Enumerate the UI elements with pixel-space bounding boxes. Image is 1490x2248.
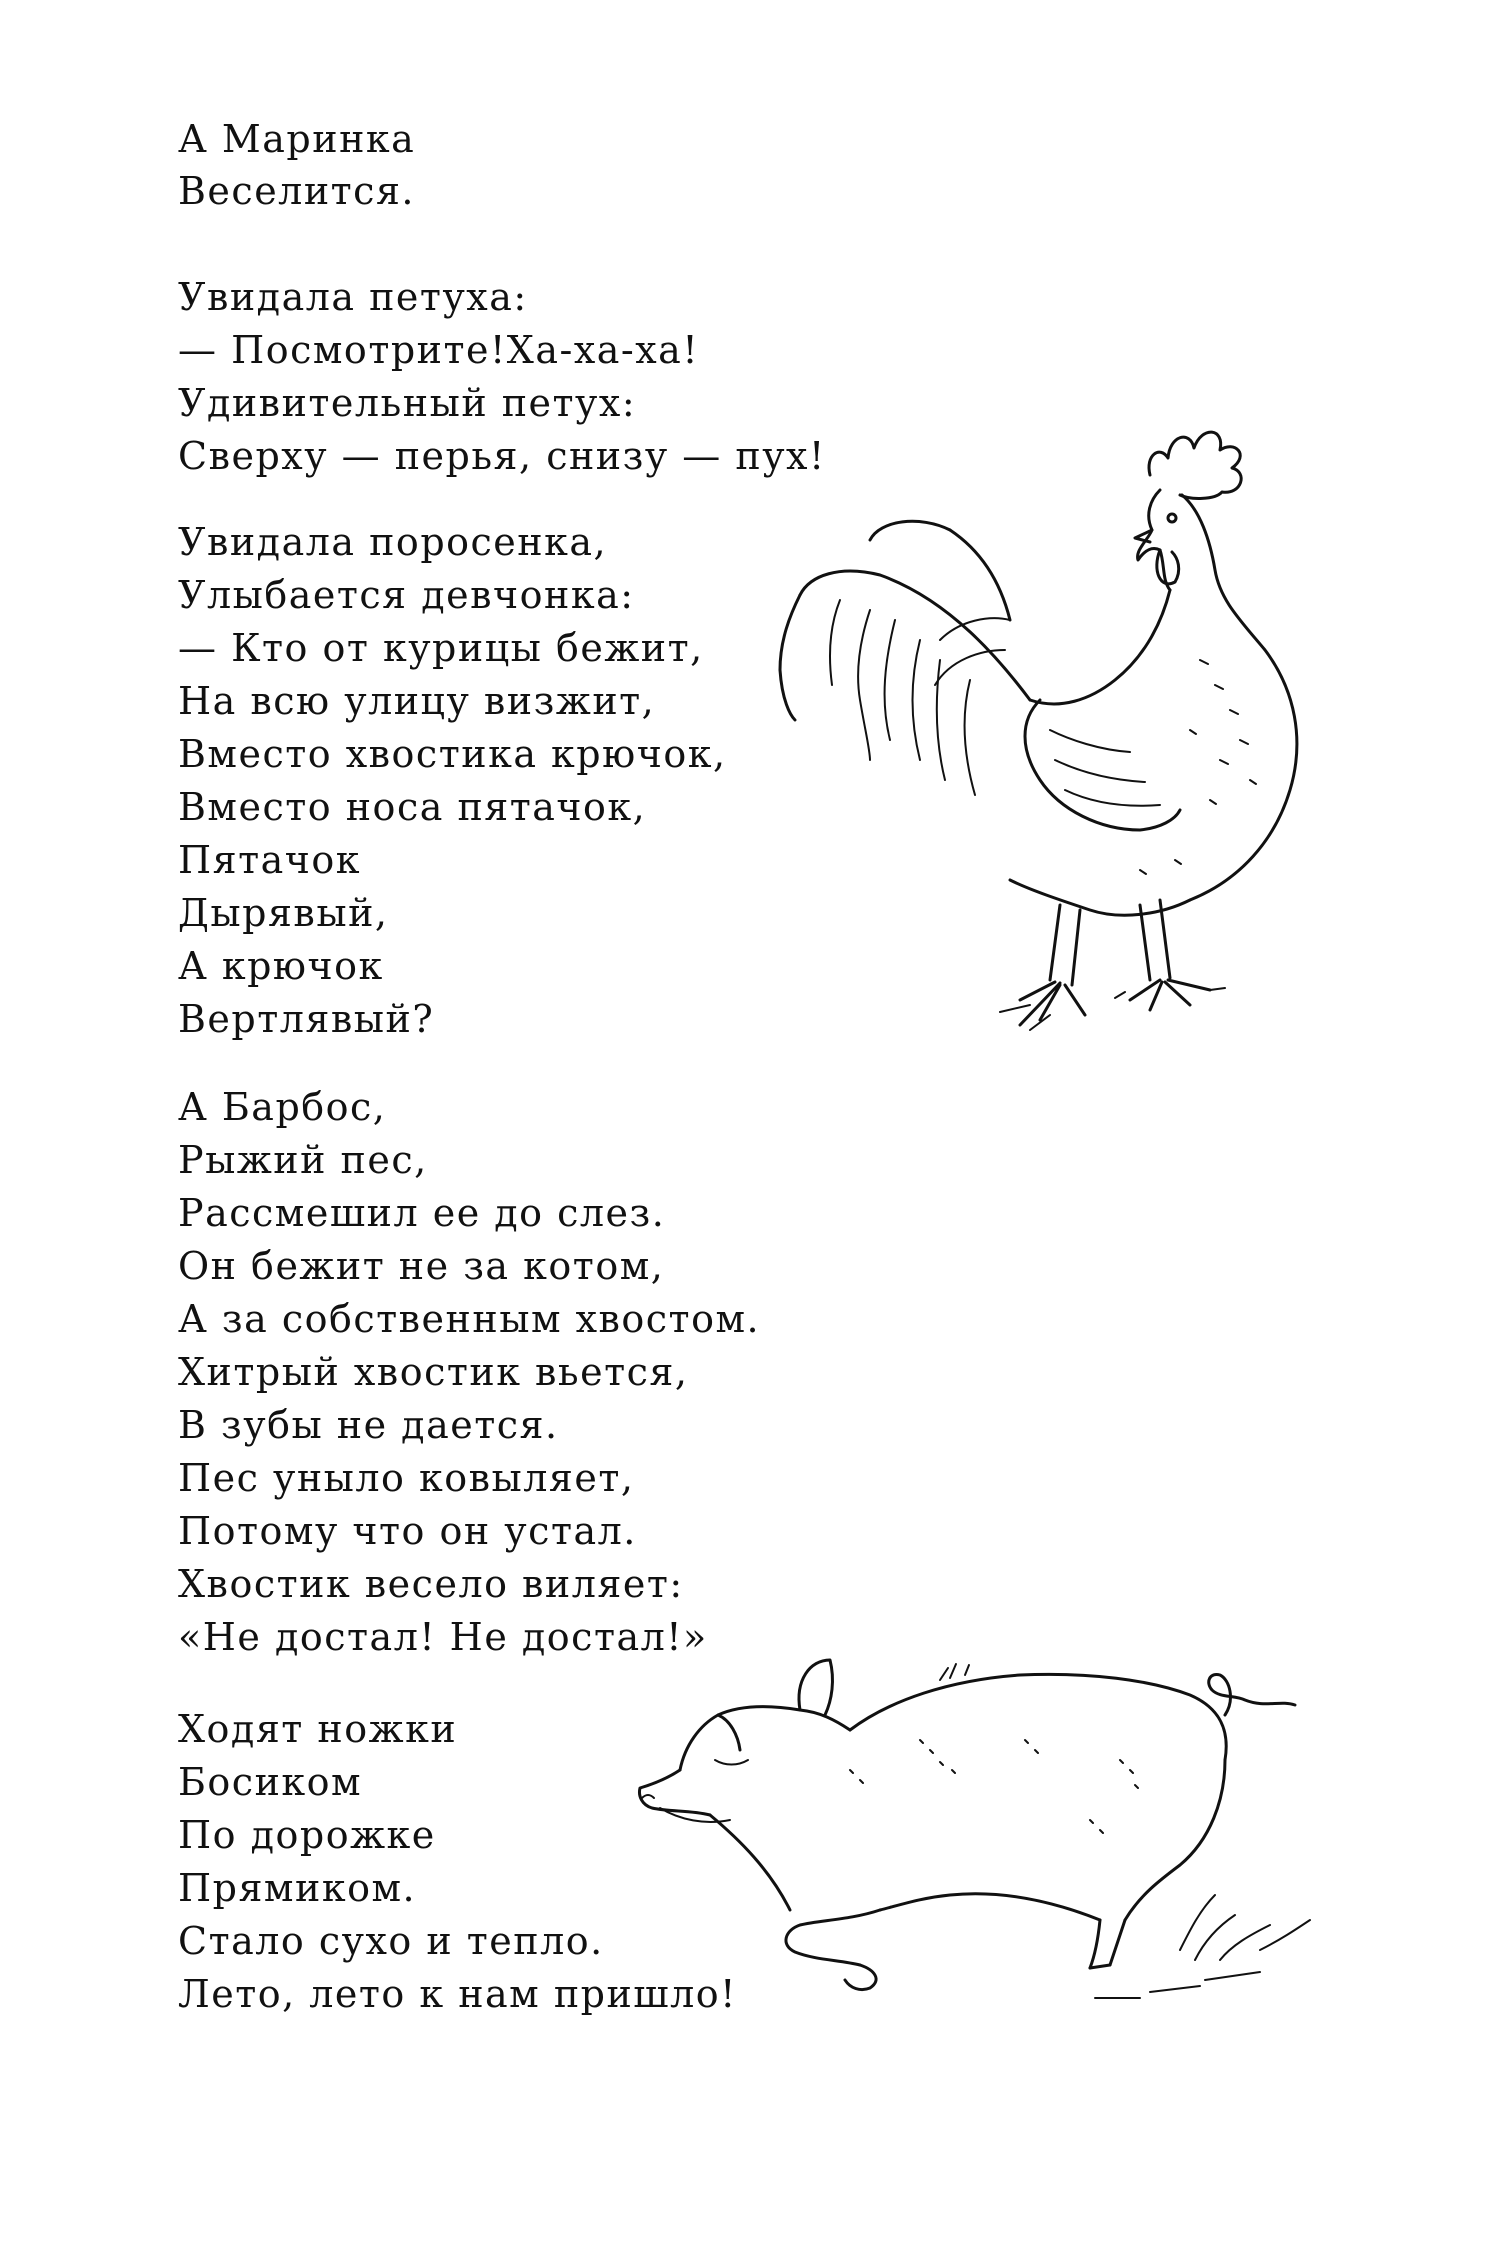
poem-line: «Не достал! Не достал!» [178, 1615, 708, 1659]
poem-line: Хвостик весело виляет: [178, 1562, 684, 1606]
poem-line: Дырявый, [178, 891, 389, 935]
poem-line: А за собственным хвостом. [178, 1297, 761, 1341]
poem-line: Хитрый хвостик вьется, [178, 1350, 689, 1394]
poem-line: А Барбос, [178, 1085, 387, 1129]
pig-icon [620, 1620, 1320, 2020]
poem-line: Пес уныло ковыляет, [178, 1456, 635, 1500]
poem-line: На всю улицу визжит, [178, 679, 656, 723]
poem-line: Увидала поросенка, [178, 520, 608, 564]
poem-line: А крючок [178, 944, 384, 988]
poem-line: Босиком [178, 1760, 363, 1804]
poem-line: Ходят ножки [178, 1707, 458, 1751]
poem-line: Вместо носа пятачок, [178, 785, 647, 829]
poem-line: Рыжий пес, [178, 1138, 428, 1182]
poem-line: В зубы не дается. [178, 1403, 559, 1447]
poem-line: — Посмотрите!Ха-ха-ха! [178, 328, 700, 372]
poem-line: Лето, лето к нам пришло! [178, 1972, 737, 2016]
poem-line: А Маринка [178, 117, 416, 161]
pig-illustration [620, 1620, 1320, 2020]
poem-line: Прямиком. [178, 1866, 417, 1910]
poem-line: Улыбается девчонка: [178, 573, 635, 617]
poem-line: Веселится. [178, 169, 416, 213]
poem-line: Он бежит не за котом, [178, 1244, 665, 1288]
poem-line: Пятачок [178, 838, 362, 882]
rooster-illustration [720, 400, 1320, 1080]
poem-line: Увидала петуха: [178, 275, 528, 319]
rooster-icon [720, 400, 1320, 1080]
poem-line: Вертлявый? [178, 997, 435, 1041]
poem-line: Сверху — перья, снизу — пух! [178, 434, 826, 478]
poem-line: Рассмешил ее до слез. [178, 1191, 666, 1235]
poem-line: Стало сухо и тепло. [178, 1919, 604, 1963]
poem-line: Удивительный петух: [178, 381, 637, 425]
poem-line: — Кто от курицы бежит, [178, 626, 704, 670]
poem-line: Вместо хвостика крючок, [178, 732, 727, 776]
poem-line: По дорожке [178, 1813, 436, 1857]
poem-line: Потому что он устал. [178, 1509, 637, 1553]
